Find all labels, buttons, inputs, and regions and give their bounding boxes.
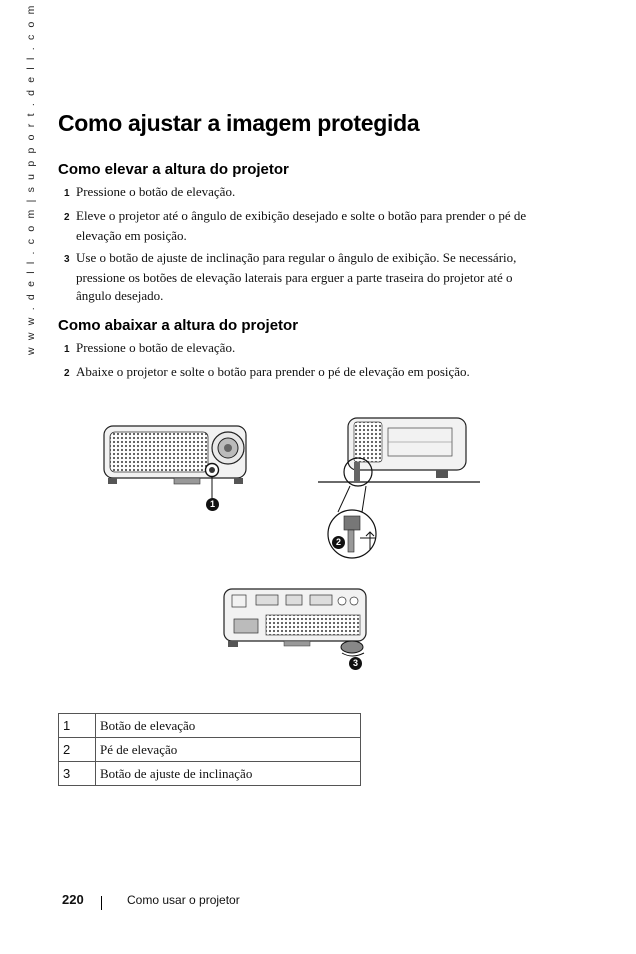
legend-num-2: 2 (59, 738, 96, 762)
projector-front-illustration (100, 420, 250, 500)
raise-step-1: 1 Pressione o botão de elevação. (64, 184, 236, 199)
page-title: Como ajustar a imagem protegida (58, 110, 420, 136)
callout-1: 1 (206, 498, 219, 511)
table-row (59, 738, 361, 762)
footer-divider (101, 896, 102, 910)
callout-3: 3 (349, 657, 362, 670)
footer-section-title: Como usar o projetor (127, 893, 240, 907)
raise-step-2: 2 Eleve o projetor até o ângulo de exibição desejado e solte o botão para prender o pé de elevação em posição. (64, 208, 527, 243)
legend-num-3: 3 (59, 762, 96, 786)
legend-label-1: Botão de elevação (96, 714, 361, 738)
side-url: w w w . d e l l . c o m | s u p p o r t . d e l l . c o m (25, 3, 37, 355)
table-row (59, 762, 361, 786)
projector-rear-illustration (220, 585, 370, 660)
lower-step-2: 2 Abaixe o projetor e solte o botão para prender o pé de elevação em posição. (64, 364, 470, 379)
lower-step-1: 1 Pressione o botão de elevação. (64, 340, 236, 355)
raise-heading: Como elevar a altura do projetor (58, 161, 289, 178)
legend-label-3: Botão de ajuste de inclinação (96, 762, 361, 786)
page-number: 220 (62, 892, 84, 907)
legend-num-1: 1 (59, 714, 96, 738)
lower-heading: Como abaixar a altura do projetor (58, 317, 299, 334)
legend-label-2: Pé de elevação (96, 738, 361, 762)
raise-step-3: 3 Use o botão de ajuste de inclinação para regular o ângulo de exibição. Se necessário, pressione os botões de elevação laterais para erguer a parte traseira do projetor até o ângulo desejado. (64, 250, 517, 303)
lower-steps (64, 339, 536, 387)
callout-2: 2 (332, 536, 345, 549)
table-row (59, 714, 361, 738)
raise-steps (64, 183, 536, 309)
legend-table (58, 713, 361, 786)
